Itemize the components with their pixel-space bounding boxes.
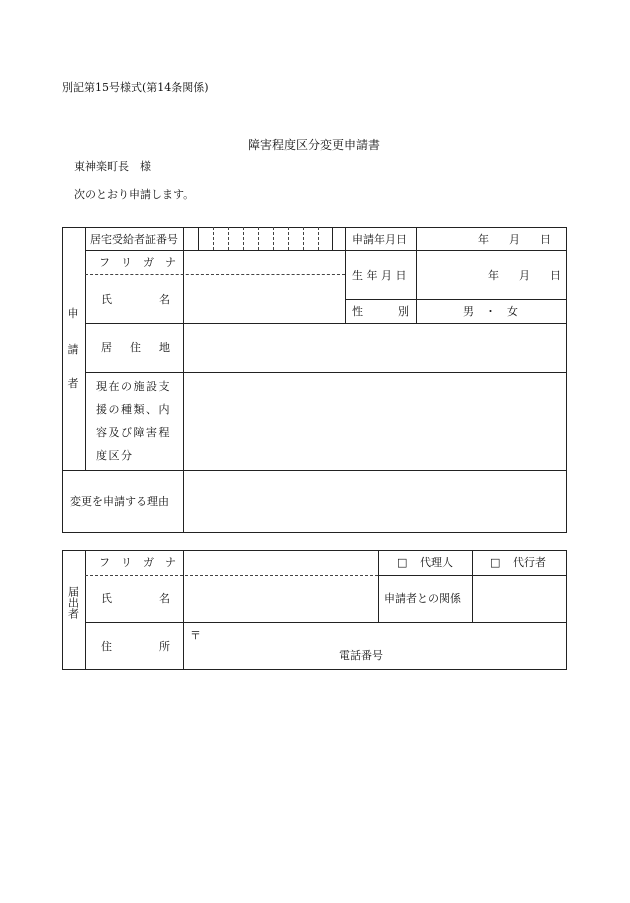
applicant-name-label-1: 氏	[101, 293, 112, 306]
proxy-label: 代理人	[420, 556, 453, 569]
addressee: 東神楽町長 様	[74, 160, 151, 173]
applicant-name-label-2: 名	[159, 293, 170, 306]
form-title: 障害程度区分変更申請書	[248, 138, 381, 152]
apply-date-day: 日	[540, 233, 551, 246]
residence-label-2: 住	[130, 341, 141, 354]
sex-label-2: 別	[398, 305, 409, 318]
apply-date-label: 申請年月日	[352, 233, 407, 246]
submitter-furigana-label: フ リ ガ ナ	[99, 556, 176, 569]
residence-label-1: 居	[101, 341, 112, 354]
form-reference: 別記第15号様式(第14条関係)	[62, 81, 209, 94]
proxy-checkbox[interactable]: □	[397, 556, 408, 569]
applicant-section-label-3: 者	[67, 377, 79, 390]
cert-number-label: 居宅受給者証番号	[90, 233, 178, 246]
birth-date-year: 年	[488, 269, 499, 282]
birth-date-label: 生 年 月 日	[352, 269, 407, 282]
submitter-section-label: 届出者	[66, 586, 80, 619]
agent-label: 代行者	[513, 556, 546, 569]
postal-mark: 〒	[190, 629, 201, 642]
facility-label-line-1: 現在の施設支	[96, 380, 171, 393]
apply-date-year: 年	[478, 233, 489, 246]
change-reason-label: 変更を申請する理由	[70, 495, 169, 508]
submitter-address-label-1: 住	[101, 640, 112, 653]
phone-label: 電話番号	[339, 649, 383, 662]
submitter-address-label-2: 所	[159, 640, 170, 653]
apply-date-month: 月	[509, 233, 520, 246]
relation-label: 申請者との関係	[384, 592, 461, 605]
sex-options: 男 ・ 女	[463, 305, 518, 318]
submitter-name-label-1: 氏	[101, 592, 112, 605]
residence-label-3: 地	[159, 341, 170, 354]
applicant-section-label-1: 申	[67, 307, 79, 320]
facility-label-line-2: 援の種類、内	[96, 403, 171, 416]
sex-label-1: 性	[352, 305, 363, 318]
facility-label-line-3: 容及び障害程	[96, 426, 171, 439]
birth-date-day: 日	[550, 269, 561, 282]
applicant-furigana-label: フ リ ガ ナ	[99, 256, 176, 269]
intro-text: 次のとおり申請します。	[74, 188, 195, 201]
birth-date-month: 月	[519, 269, 530, 282]
facility-label-line-4: 度区分	[96, 449, 134, 462]
applicant-section-label-2: 請	[67, 343, 79, 356]
submitter-name-label-2: 名	[159, 592, 170, 605]
agent-checkbox[interactable]: □	[490, 556, 501, 569]
